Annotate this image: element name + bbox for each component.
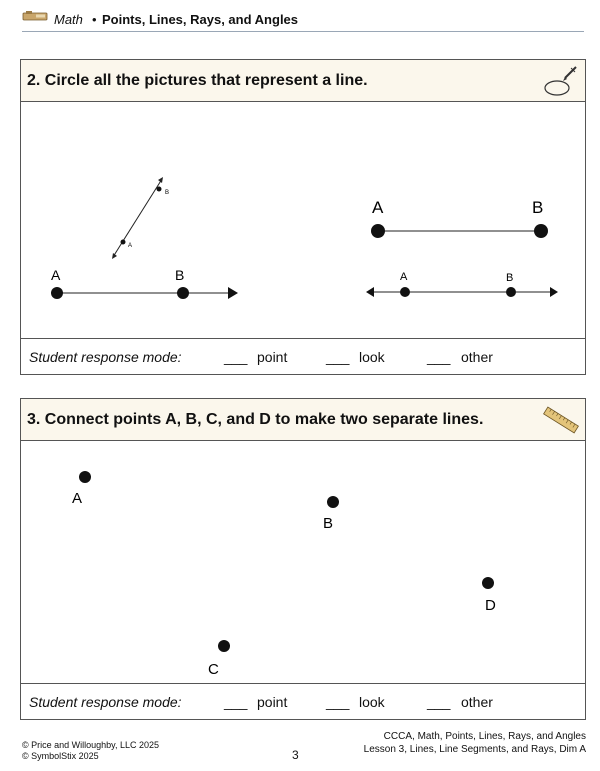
line-arrow-right [550,287,558,297]
ray-point-b [177,287,189,299]
ruler-icon [543,403,579,437]
topic-title: Points, Lines, Rays, and Angles [102,12,299,27]
header-separator: • [92,12,97,27]
question-2-bottom-figures [20,260,586,320]
footer-copyright [22,740,159,762]
question-3-response-mode [21,683,585,719]
diagonal-label-b: B [165,190,170,196]
footer-course-info [364,730,586,756]
course-line: CCCA, Math, Points, Lines, Rays, and Angles [383,731,586,742]
line-label-b: B [506,272,514,284]
diagonal-point-b [157,187,162,192]
diagonal-line-figure[interactable] [112,177,169,259]
point-blank[interactable]: ___ [224,349,248,365]
copyright-price-willoughby: © Price and Willoughby, LLC 2025 [22,740,160,750]
ray-figure-ab[interactable] [51,267,238,299]
line-point-a [400,287,410,297]
segment-point-a [371,224,385,238]
point-d[interactable] [482,577,496,614]
ray-label-a: A [51,267,61,283]
line-figure-ab[interactable] [366,271,558,297]
point-b-label: B [323,515,334,532]
question-2-panel [20,59,586,375]
option-point: point [257,694,288,710]
point-blank[interactable]: ___ [224,694,248,710]
point-c-label: C [208,661,219,678]
response-mode-label: Student response mode: [29,349,182,365]
segment-label-b: B [532,198,544,217]
option-other: other [461,694,493,710]
point-b[interactable] [323,496,339,532]
line-arrow-left [366,287,374,297]
question-3-point-canvas [21,442,584,684]
line-point-b [506,287,516,297]
ray-arrow [228,287,238,299]
line-label-a: A [400,271,408,283]
response-mode-label: Student response mode: [29,694,182,710]
segment-figure[interactable] [371,198,548,238]
page-header [22,10,584,32]
subject-label: Math [54,12,83,27]
diagonal-point-a [121,240,126,245]
question-2-response-mode [21,338,585,374]
question-2-title: 2. Circle all the pictures that represent a line. [27,72,368,89]
point-a-label: A [72,490,83,507]
other-blank[interactable]: ___ [427,349,451,365]
page-number: 3 [292,748,299,762]
question-3-panel [20,398,586,720]
question-3-header [21,399,585,441]
point-c[interactable] [208,640,230,678]
other-blank[interactable]: ___ [427,694,451,710]
question-3-title: 3. Connect points A, B, C, and D to make two separate lines. [27,411,484,428]
segment-point-b [534,224,548,238]
question-2-header [21,60,585,102]
option-look: look [359,349,385,365]
point-d-label: D [485,597,496,614]
pen-circle-icon [543,64,579,98]
look-blank[interactable]: ___ [326,349,350,365]
diagonal-label-a: A [128,243,133,249]
option-point: point [257,349,288,365]
option-look: look [359,694,385,710]
symbolstix-logo-icon [22,10,48,22]
look-blank[interactable]: ___ [326,694,350,710]
point-a[interactable] [72,471,91,507]
question-3-points [21,442,585,684]
segment-label-a: A [372,198,384,217]
copyright-symbolstix: © SymbolStix 2025 [22,751,99,761]
ray-point-a [51,287,63,299]
option-other: other [461,349,493,365]
lesson-line: Lesson 3, Lines, Line Segments, and Rays, Dim A [363,744,586,755]
ray-label-b: B [175,267,185,283]
